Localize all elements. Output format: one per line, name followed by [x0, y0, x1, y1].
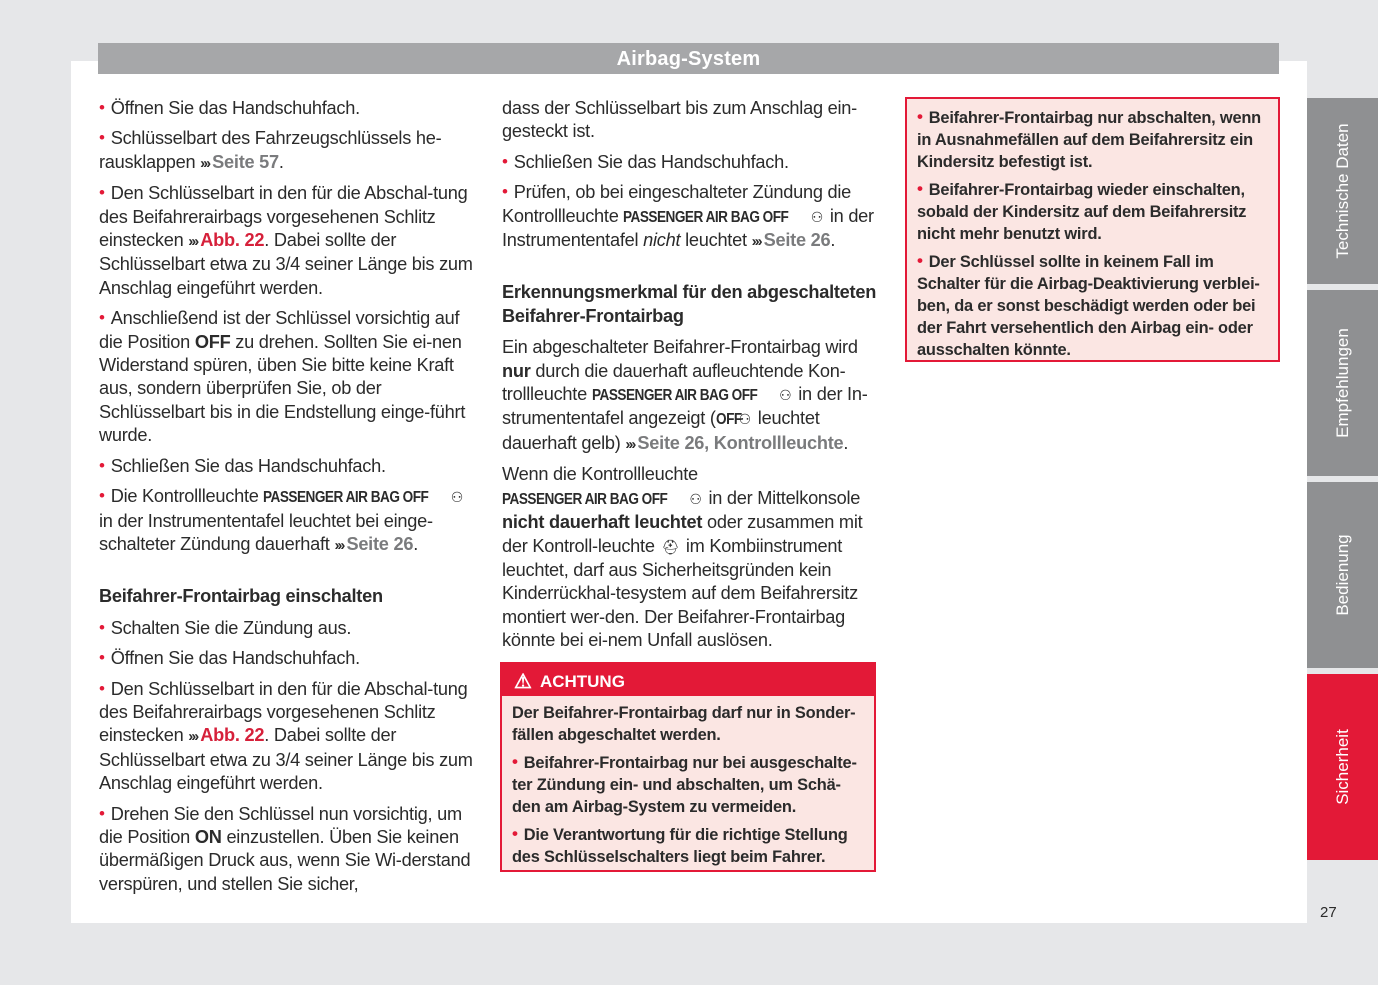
page-link[interactable]: Seite 57 [212, 151, 279, 172]
tab-technische-daten[interactable]: Technische Daten [1307, 98, 1378, 284]
list-item: • Prüfen, ob bei eingeschalteter Zündung die Kontrollleuchte PASSENGER AIR BAG OFF ⚇ in der Instrumententafel nicht leuchtet ››› Seite 26. [502, 181, 877, 253]
link-arrow-icon: ››› [188, 233, 198, 251]
list-item: • Schließen Sie das Handschuhfach. [502, 151, 877, 174]
figure-link[interactable]: Abb. 22 [200, 725, 265, 746]
warning-label: PASSENGER AIR BAG OFF [263, 489, 429, 507]
warning-label: PASSENGER AIR BAG OFF [591, 387, 758, 405]
page-link[interactable]: Seite 26 [763, 230, 831, 251]
list-item: • Die Kontrollleuchte PASSENGER AIR BAG OFF ⚇ in der Instrumententafel leuchtet bei einge-schalteter Zündung dauerhaft ››› Seite 26. [99, 485, 474, 557]
list-item: • Öffnen Sie das Handschuhfach. [99, 647, 474, 670]
page-link[interactable]: Seite 26, Kontrollleuchte [637, 432, 844, 453]
list-item: • Drehen Sie den Schlüssel nun vorsichtig, um die Position ON einzustellen. Üben Sie keinen übermäßigen Druck aus, wenn Sie Wi-derstand verspüren, und stellen Sie sicher, [99, 803, 474, 897]
warning-item: • Beifahrer-Frontairbag wieder einschalten, sobald der Kindersitz auf dem Beifahrersitz nicht mehr benutzt wird. [917, 179, 1268, 245]
warning-item: • Beifahrer-Frontairbag nur bei ausgeschalte-ter Zündung ein- und abschalten, um Schä-den am Airbag-System zu vermeiden. [512, 752, 864, 818]
page-link[interactable]: Seite 26 [346, 533, 414, 554]
airbag-off-icon: ⚇ [810, 208, 824, 225]
figure-link[interactable]: Abb. 22 [200, 230, 265, 251]
section-header: Airbag-System [98, 43, 1279, 74]
airbag-icon: ⛑ [661, 538, 680, 555]
warning-item: • Der Schlüssel sollte in keinem Fall im Schalter für die Airbag-Deaktivierung verblei-ben, da er sonst beschädigt werden oder bei der Fahrt versehentlich den Airbag ein- oder ausschalten könnte. [917, 251, 1268, 361]
warning-label: PASSENGER AIR BAG OFF [623, 208, 789, 226]
link-arrow-icon: ››› [334, 536, 344, 554]
section-heading: Beifahrer-Frontairbag einschalten [99, 586, 383, 607]
list-item: • Den Schlüsselbart in den für die Abschal-tung des Beifahrerairbags vorgesehenen Schlitz einstecken ››› Abb. 22. Dabei sollte der Schlüsselbart etwa zu 3/4 seiner Länge bis zum Anschlag eingeführt werden. [99, 678, 474, 796]
tab-empfehlungen[interactable]: Empfehlungen [1307, 290, 1378, 476]
tab-sicherheit[interactable]: Sicherheit [1307, 674, 1378, 860]
airbag-off-icon: ⚇ [738, 411, 751, 428]
airbag-off-icon: ⚇ [450, 489, 464, 506]
paragraph: Wenn die Kontrollleuchte PASSENGER AIR BAG OFF ⚇ in der Mittelkonsole nicht dauerhaft leuchtet oder zusammen mit der Kontroll-leuchte ⛑ im Kombiinstrument leuchtet, darf aus Sicherheitsgründen kein Kinderrückhal-tesystem auf dem Beifahrersitz montiert wer-den. Der Beifahrer-Frontairbag könnte bei ei-nem Unfall auslösen. [502, 464, 863, 651]
list-item: • Öffnen Sie das Handschuhfach. [99, 97, 474, 120]
link-arrow-icon: ››› [751, 233, 761, 251]
warning-item: • Beifahrer-Frontairbag nur abschalten, wenn in Ausnahmefällen auf dem Beifahrersitz ein Kindersitz befestigt ist. [917, 107, 1268, 173]
warning-box [500, 662, 876, 872]
list-item: • Schalten Sie die Zündung aus. [99, 617, 474, 640]
warning-continuation-box [905, 97, 1280, 362]
link-arrow-icon: ››› [625, 435, 635, 453]
section-heading: Erkennungsmerkmal für den abgeschalteten Beifahrer-Frontairbag [502, 282, 877, 326]
warning-triangle-icon: ⚠ [514, 671, 532, 693]
warning-lead: Der Beifahrer-Frontairbag darf nur in Sonder-fällen abgeschaltet werden. [512, 704, 856, 744]
paragraph: dass der Schlüsselbart bis zum Anschlag ein-gesteckt ist. [502, 98, 857, 142]
tab-bedienung[interactable]: Bedienung [1307, 482, 1378, 668]
column-2 [502, 97, 877, 660]
list-item: • Anschließend ist der Schlüssel vorsichtig auf die Position OFF zu drehen. Sollten Sie ei-nen Widerstand spüren, üben Sie bitte keine Kraft aus, sondern überprüfen Sie, ob der Schlüsselbart bis in die Endstellung einge-führt wurde. [99, 307, 474, 447]
column-1 [99, 97, 474, 903]
page-number: 27 [1320, 904, 1337, 921]
airbag-off-icon: ⚇ [779, 387, 792, 404]
list-item: • Schlüsselbart des Fahrzeugschlüssels he-rausklappen ››› Seite 57. [99, 127, 474, 175]
list-item: • Den Schlüsselbart in den für die Abschal-tung des Beifahrerairbags vorgesehenen Schlitz einstecken ››› Abb. 22. Dabei sollte der Schlüsselbart etwa zu 3/4 seiner Länge bis zum Anschlag eingeführt werden. [99, 182, 474, 300]
list-item: • Schließen Sie das Handschuhfach. [99, 455, 474, 478]
warning-item: • Die Verantwortung für die richtige Stellung des Schlüsselschalters liegt beim Fahrer. [512, 824, 864, 868]
airbag-off-icon: ⚇ [689, 490, 702, 507]
link-arrow-icon: ››› [200, 154, 210, 172]
warning-header: ⚠ ACHTUNG [502, 664, 874, 696]
link-arrow-icon: ››› [188, 728, 198, 746]
warning-label: PASSENGER AIR BAG OFF [502, 490, 668, 508]
paragraph: Ein abgeschalteter Beifahrer-Frontairbag wird nur durch die dauerhaft aufleuchtende Kon-trollleuchte PASSENGER AIR BAG OFF ⚇ in der In-strumententafel angezeigt (OFF ⚇ leuchtet dauerhaft gelb) ››› Seite 26, Kontrollleuchte. [502, 337, 868, 453]
